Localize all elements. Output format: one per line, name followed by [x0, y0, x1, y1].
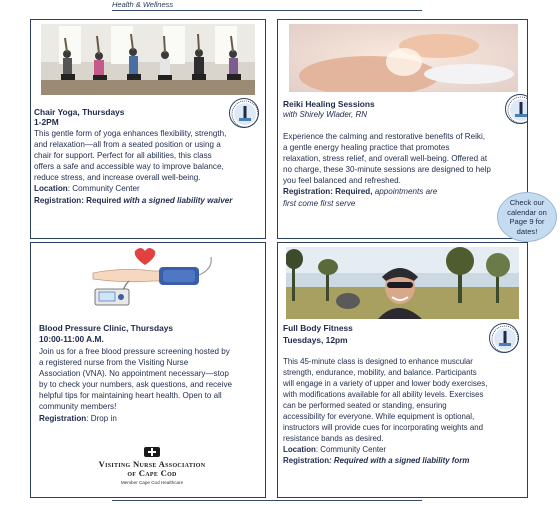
community-seal-icon [489, 323, 519, 353]
chair-yoga-description: This gentle form of yoga enhances flexibility, strength, and relaxation—all from a seated position or using a chair for support. Perfect for all abilities, this class offers a safe and accessible way to improve balance, reduce stress, and increase overall well-being. Location: Community Center Registration: Required with a signed liability waiver [34, 128, 266, 206]
reiki-card [277, 19, 528, 239]
fitness-location: Location: Community Center [283, 445, 387, 454]
blood-pressure-time: 10:00-11:00 A.M. [39, 334, 104, 344]
section-header: Health & Wellness [112, 0, 174, 9]
full-body-fitness-card [277, 242, 528, 498]
blood-pressure-registration: Registration: Drop in [39, 413, 117, 423]
header-divider [112, 10, 422, 11]
chair-yoga-registration: Registration: Required with a signed liability waiver [34, 195, 233, 205]
calendar-callout: Check our calendar on Page 9 for dates! [497, 192, 557, 242]
blood-pressure-title: Blood Pressure Clinic, Thursdays [39, 323, 174, 333]
vna-logo: Visiting Nurse Association of Cape Cod Member Cape Cod Healthcare [82, 445, 222, 490]
reiki-title: Reiki Healing Sessions [283, 99, 375, 109]
fitness-registration: Registration: Required with a signed liability form [283, 456, 470, 465]
chair-yoga-title: Chair Yoga, Thursdays [34, 107, 125, 117]
reiki-registration: Registration: Required, appointments are [283, 187, 438, 197]
vna-emblem-icon [141, 445, 163, 459]
blood-pressure-illustration [89, 245, 217, 307]
chair-yoga-time: 1-2PM [34, 117, 59, 127]
chair-yoga-photo [41, 24, 255, 95]
reiki-photo [289, 24, 518, 92]
reiki-instructor: with Shirely Wlader, RN [283, 110, 368, 119]
chair-yoga-card [30, 19, 266, 239]
fitness-title: Full Body Fitness [283, 323, 353, 333]
chair-yoga-location: Location: Community Center [34, 184, 140, 194]
footer-divider [112, 500, 422, 501]
reiki-description: Experience the calming and restorative benefits of Reiki, a gentle energy healing practice that promotes relaxation, stress relief, and overall well-being. Offered at no charge, these 30-minute sessions are designed to help you feel balanced and refreshed. Registration: Required, appointments are first come first serve [283, 131, 528, 209]
fitness-description: This 45-minute class is designed to enhance muscular strength, endurance, mobility, and balance. Participants will engage in a variety of upper and lower body exercises, with modifications available for all ability levels. Exercises can be performed seated or standing, ensuring accessibility for everyone. While equipment is optional, instructors will provide cues for incorporating weights and resistance bands as desired. Location: Community Center Registration: Required with a signed liability form [283, 356, 528, 466]
community-seal-icon [505, 94, 528, 124]
fitness-photo [286, 247, 519, 319]
fitness-time: Tuesdays, 12pm [283, 335, 348, 345]
blood-pressure-description: Join us for a free blood pressure screening hosted by a registered nurse from the Visiting Nurse Association (VNA). No appointment necessary—stop by to check your numbers, ask questions, and receive helpful tips for maintaining heart health. Open to all community members! Registration: Drop in [39, 346, 266, 424]
community-seal-icon [229, 98, 259, 128]
